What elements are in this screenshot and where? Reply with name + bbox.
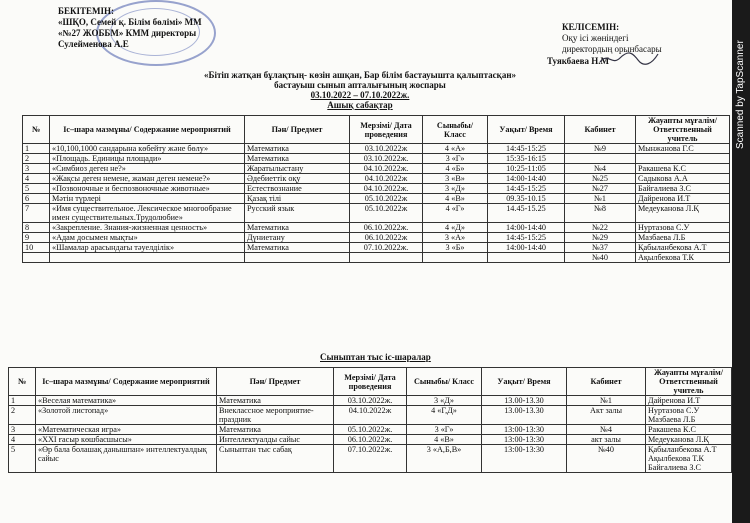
table-row <box>23 144 730 154</box>
signature <box>598 50 660 68</box>
table-cell: 4 <box>23 174 50 184</box>
table-cell <box>423 253 488 263</box>
table-cell <box>636 154 730 164</box>
table-cell: 13:00-13:30 <box>482 435 567 445</box>
scanner-watermark: Scanned by TapScanner <box>735 40 746 150</box>
table-cell: 9 <box>23 233 50 243</box>
table-cell: 05.10.2022ж <box>350 194 423 204</box>
table-cell: 8 <box>23 223 50 233</box>
col-header: Пән/ Предмет <box>245 116 350 144</box>
section2-heading: Сыныптан тыс іс-шаралар <box>320 352 431 362</box>
table-cell: Ракашева К.С <box>646 425 732 435</box>
table-cell: 03.10.2022ж <box>350 144 423 154</box>
table-cell: 13:00-13:30 <box>482 425 567 435</box>
table-cell: «Позвоночные и беспозвоночные животные» <box>50 184 245 194</box>
table-cell: 3 <box>9 425 36 435</box>
table-cell: 07.10.2022ж. <box>334 445 407 473</box>
table-cell: 14:00-14:40 <box>488 223 565 233</box>
table-cell: 2 <box>9 406 36 425</box>
table-cell: №25 <box>565 174 636 184</box>
table-cell: Математика <box>217 396 334 406</box>
table-row <box>9 435 732 445</box>
col-header: Пән/ Предмет <box>217 368 334 396</box>
table-row <box>23 164 730 174</box>
table-cell <box>488 253 565 263</box>
table-cell: №1 <box>567 396 646 406</box>
table-cell: 10:25-11:05 <box>488 164 565 174</box>
approval-line: «№27 ЖОББМ» КММ директоры <box>58 28 197 38</box>
extracurricular-table <box>8 367 732 473</box>
table-cell: №37 <box>565 243 636 253</box>
table-row <box>9 396 732 406</box>
table-cell: 14.45-15.25 <box>488 204 565 223</box>
table-cell: Математика <box>245 223 350 233</box>
table-cell: Мәтін түрлері <box>50 194 245 204</box>
table-row <box>23 204 730 223</box>
col-header: Уақыт/ Время <box>488 116 565 144</box>
table-cell: 04.10.2022ж <box>350 174 423 184</box>
table-cell: 07.10.2022ж. <box>350 243 423 253</box>
table-cell: 05.10.2022ж. <box>334 425 407 435</box>
table-cell: Естествознание <box>245 184 350 194</box>
col-header: № <box>23 116 50 144</box>
table-cell: 4 «В» <box>407 435 482 445</box>
table-cell: Нуртазова С.У <box>636 223 730 233</box>
open-lessons-table <box>22 115 730 263</box>
table-cell: 1 <box>9 396 36 406</box>
table-cell: 4 «Б» <box>423 164 488 174</box>
table-cell: «ХХІ ғасыр көшбасшысы» <box>36 435 217 445</box>
table-cell: «Өр бала болашақ данышпан» интеллектуалдық сайыс <box>36 445 217 473</box>
table-cell: Медеуканова Л.Қ <box>636 204 730 223</box>
table-cell: 4 «Г» <box>423 204 488 223</box>
table-cell: 04.10.2022ж. <box>350 184 423 194</box>
approval-block-left <box>58 6 202 50</box>
col-header: Жауапты мұғалім/ Ответственный учитель <box>646 368 732 396</box>
table-cell: Жаратылыстану <box>245 164 350 174</box>
table-cell: Мынжанова Г.С <box>636 144 730 154</box>
table-cell: 03.10.2022ж. <box>334 396 407 406</box>
table-cell: №4 <box>567 425 646 435</box>
table-cell: Математика <box>245 243 350 253</box>
table-cell: «Математическая игра» <box>36 425 217 435</box>
table-cell: «Золотой листопад» <box>36 406 217 425</box>
table-cell: №40 <box>565 253 636 263</box>
col-header: Іс–шара мазмұны/ Содержание мероприятий <box>50 116 245 144</box>
table-row <box>9 406 732 425</box>
table-row <box>23 223 730 233</box>
table-cell: Сыныптан тыс сабақ <box>217 445 334 473</box>
table-cell: 14:00-14:40 <box>488 174 565 184</box>
table-cell: 3 «А» <box>423 233 488 243</box>
table-cell: «Жақсы деген немене, жаман деген немене?» <box>50 174 245 184</box>
table-cell: 3 «Г» <box>423 154 488 164</box>
table-header-row <box>9 368 732 396</box>
table-cell: «10,100,1000 сандарына көбейту және бөлу» <box>50 144 245 154</box>
table-cell: №40 <box>567 445 646 473</box>
table-cell: Ракашева К.С <box>636 164 730 174</box>
table-cell: Дүниетану <box>245 233 350 243</box>
table-cell: Математика <box>217 425 334 435</box>
table-cell: 3 <box>23 164 50 174</box>
table-cell: 7 <box>23 204 50 223</box>
table-cell: 3 «Г» <box>407 425 482 435</box>
table-cell: 14:00-14:40 <box>488 243 565 253</box>
approval-line: Сулейменова А.Е <box>58 39 129 49</box>
table-cell: 4 <box>9 435 36 445</box>
section1-heading: Ашық сабақтар <box>327 100 393 110</box>
table-cell: 5 <box>9 445 36 473</box>
table-row <box>23 174 730 184</box>
table-cell: 5 <box>23 184 50 194</box>
table-cell: 06.10.2022ж <box>350 233 423 243</box>
table-cell: Садыкова А.А <box>636 174 730 184</box>
agree-line: КЕЛІСЕМІН: <box>562 22 620 32</box>
approval-line: БЕКІТЕМІН: <box>58 6 114 16</box>
table-row <box>9 445 732 473</box>
table-cell: Қазақ тілі <box>245 194 350 204</box>
table-cell: 13.00-13.30 <box>482 406 567 425</box>
table-cell: 3 «А,Б,В» <box>407 445 482 473</box>
table-cell: №8 <box>565 204 636 223</box>
col-header: Іс–шара мазмұны/ Содержание мероприятий <box>36 368 217 396</box>
table-cell <box>23 253 50 263</box>
col-header: Уақыт/ Время <box>482 368 567 396</box>
table-cell: Мазбаева Л.Б <box>636 233 730 243</box>
table-cell: 09.35-10.15 <box>488 194 565 204</box>
col-header: Сыныбы/ Класс <box>423 116 488 144</box>
title-line-2: бастауыш сынып апталығының жоспары <box>274 80 446 90</box>
table-cell: 14:45-15:25 <box>488 144 565 154</box>
table-cell: Ақылбекова Т.К <box>636 253 730 263</box>
table-cell: 4 «А» <box>423 144 488 154</box>
table-row <box>9 425 732 435</box>
agree-line: Оқу ісі жөніндегі <box>562 33 629 43</box>
table-cell: 06.10.2022ж. <box>334 435 407 445</box>
table-cell: Дайренова И.Т <box>636 194 730 204</box>
table-cell: Әдебиеттік оқу <box>245 174 350 184</box>
table-cell: «Шамалар арасындағы тәуелділік» <box>50 243 245 253</box>
table-cell: Қабыланбекова А.Т <box>636 243 730 253</box>
table-cell <box>350 253 423 263</box>
table-cell: Дайренова И.Т <box>646 396 732 406</box>
col-header: Кабинет <box>565 116 636 144</box>
table-header-row <box>23 116 730 144</box>
agree-line: директордың орынбасары <box>562 44 662 54</box>
table-cell <box>565 154 636 164</box>
table-cell: Русский язык <box>245 204 350 223</box>
document-title <box>190 70 530 110</box>
table-cell: №1 <box>565 194 636 204</box>
table-cell: 03.10.2022ж. <box>350 154 423 164</box>
table-cell: 14:45-15:25 <box>488 233 565 243</box>
table-cell: 4 «В» <box>423 194 488 204</box>
table-cell <box>245 253 350 263</box>
table-cell: №29 <box>565 233 636 243</box>
table-cell: №27 <box>565 184 636 194</box>
table-cell: Қабыланбекова А.Т Ақылбекова Т.К Байгалиева З.С <box>646 445 732 473</box>
approver-name: Туякбаева Н.М <box>547 56 610 66</box>
table-cell: 04.10.2022ж <box>334 406 407 425</box>
table-cell: 06.10.2022ж. <box>350 223 423 233</box>
table-cell: Интеллектуалды сайыс <box>217 435 334 445</box>
table-cell: Математика <box>245 154 350 164</box>
table-cell: 05.10.2022ж <box>350 204 423 223</box>
table-cell: «Симбиоз деген не?» <box>50 164 245 174</box>
table-cell: №22 <box>565 223 636 233</box>
table-row <box>23 253 730 263</box>
title-line-1: «Бітіп жатқан бұлақтың- көзін ашқан, Бар білім бастауышта қалыптасқан» <box>204 70 516 80</box>
table-cell <box>50 253 245 263</box>
table-cell: №4 <box>565 164 636 174</box>
table-row <box>23 154 730 164</box>
table-cell: 4 «Г,Д» <box>407 406 482 425</box>
table-cell: 10 <box>23 243 50 253</box>
table-cell: №9 <box>565 144 636 154</box>
title-dates: 03.10.2022 – 07.10.2022ж. <box>310 90 410 100</box>
col-header: Мерзімі/ Дата проведения <box>350 116 423 144</box>
col-header: № <box>9 368 36 396</box>
table-cell: 15:35-16:15 <box>488 154 565 164</box>
table-cell: Нуртазова С.У Мазбаева Л.Б <box>646 406 732 425</box>
table-cell: «Площадь. Единицы площади» <box>50 154 245 164</box>
table-cell: 13.00-13.30 <box>482 396 567 406</box>
table-cell: 3 «Д» <box>423 184 488 194</box>
table-cell: «Закрепление. Знания-жизненная ценность» <box>50 223 245 233</box>
table-row <box>23 243 730 253</box>
col-header: Жауапты мұғалім/ Ответственный учитель <box>636 116 730 144</box>
col-header: Мерзімі/ Дата проведения <box>334 368 407 396</box>
table-cell: 13:00-13:30 <box>482 445 567 473</box>
table-cell: 3 «В» <box>423 174 488 184</box>
table-cell: «Адам досымен мықты» <box>50 233 245 243</box>
table-cell: 2 <box>23 154 50 164</box>
table-cell: «Веселая математика» <box>36 396 217 406</box>
table-cell: 1 <box>23 144 50 154</box>
table-row <box>23 194 730 204</box>
table-cell: 14:45-15:25 <box>488 184 565 194</box>
table-cell: акт залы <box>567 435 646 445</box>
table-cell: Акт залы <box>567 406 646 425</box>
table-cell: 6 <box>23 194 50 204</box>
table-cell: 04.10.2022ж. <box>350 164 423 174</box>
col-header: Сыныбы/ Класс <box>407 368 482 396</box>
col-header: Кабинет <box>567 368 646 396</box>
table-cell: Байгалиева З.С <box>636 184 730 194</box>
table-cell: Математика <box>245 144 350 154</box>
table-cell: Медеуканова Л.Қ <box>646 435 732 445</box>
table-cell: 4 «Д» <box>423 223 488 233</box>
table-row <box>23 233 730 243</box>
table-cell: 3 «Д» <box>407 396 482 406</box>
table-cell: 3 «Б» <box>423 243 488 253</box>
table-cell: Внеклассное мероприятие-праздник <box>217 406 334 425</box>
approval-line: «ШҚО, Семей қ. Білім бөлімі» ММ <box>58 17 202 27</box>
table-cell: «Имя существительное. Лексическое многообразие имен существительных.Трудолюбие» <box>50 204 245 223</box>
table-row <box>23 184 730 194</box>
